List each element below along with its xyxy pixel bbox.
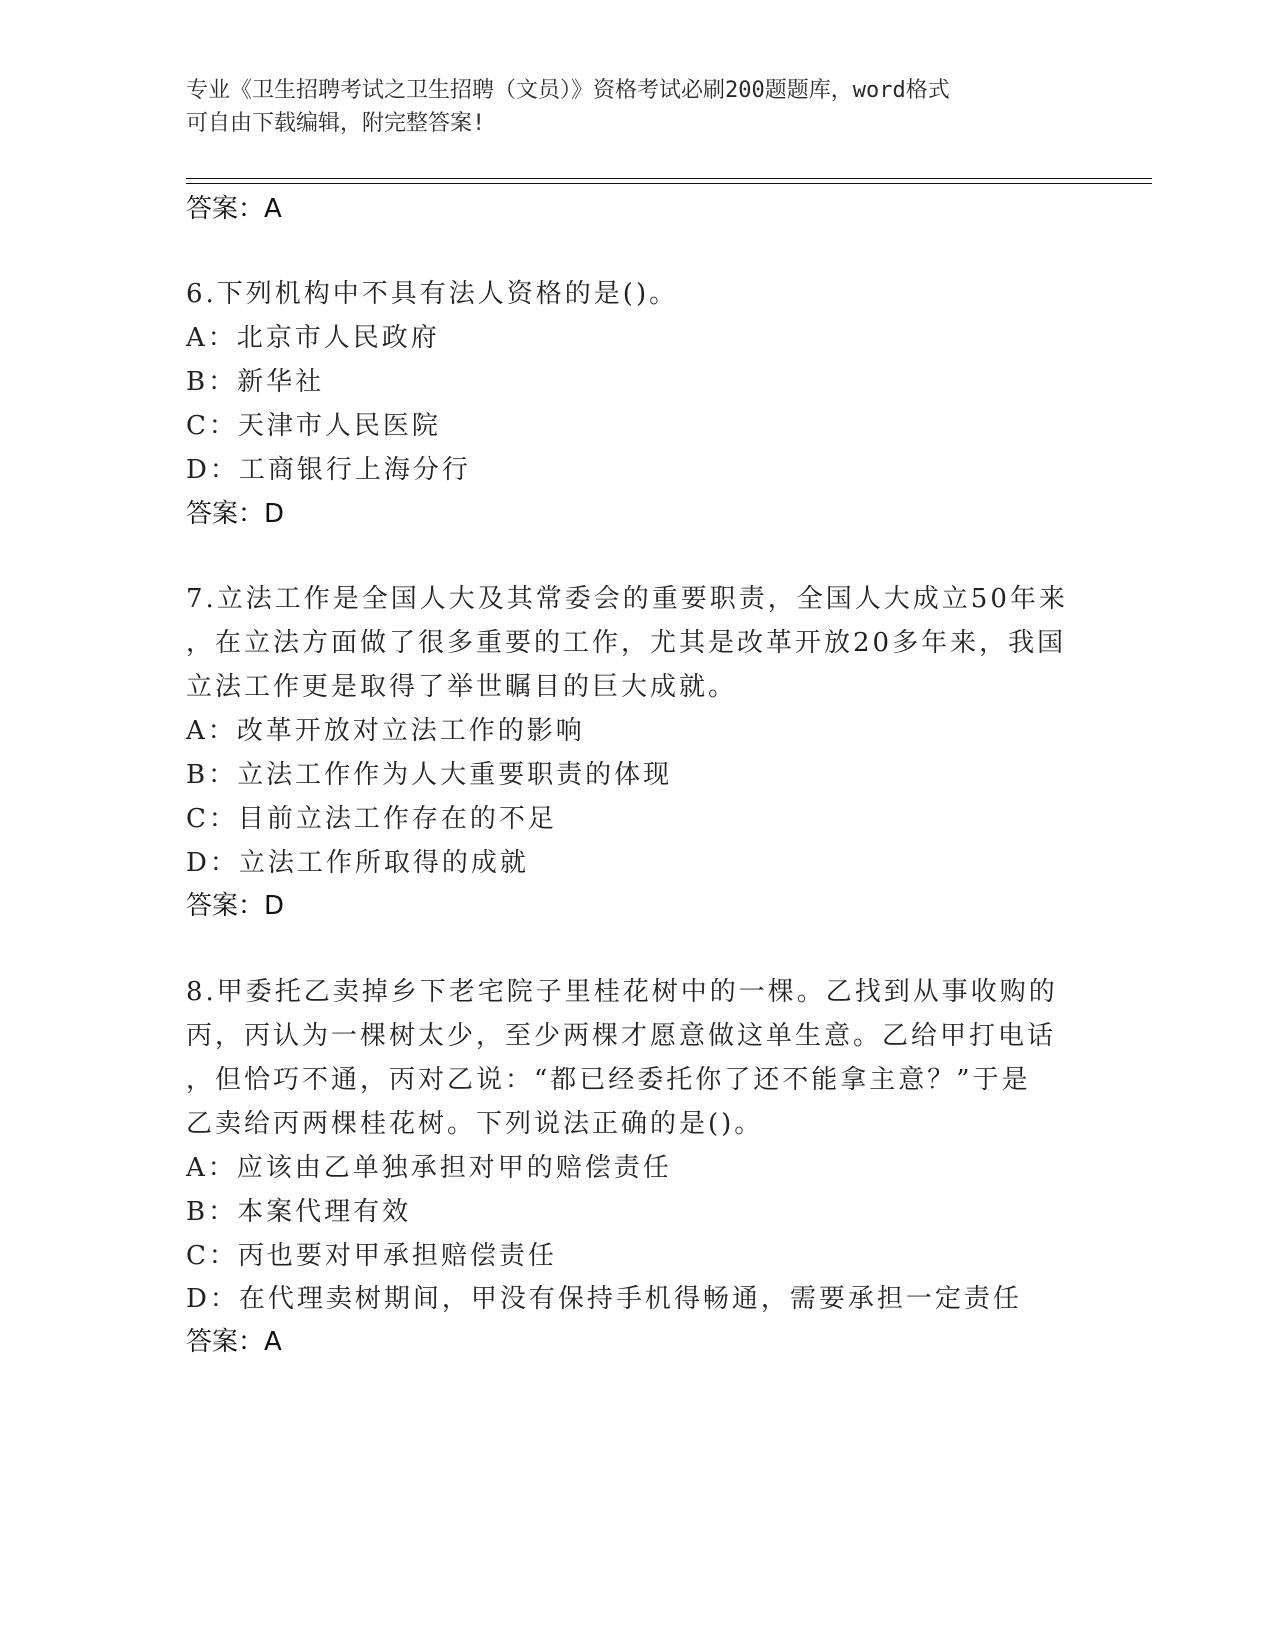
question-8-option-c: C：丙也要对甲承担赔偿责任 bbox=[186, 1241, 557, 1271]
question-6-option-d: D：工商银行上海分行 bbox=[186, 455, 471, 485]
question-8-option-d: D：在代理卖树期间，甲没有保持手机得畅通，需要承担一定责任 bbox=[186, 1284, 1022, 1314]
question-8-answer: 答案：A bbox=[186, 1327, 282, 1357]
question-7-option-c: C：目前立法工作存在的不足 bbox=[186, 804, 557, 834]
question-8-option-a: A：应该由乙单独承担对甲的赔偿责任 bbox=[186, 1153, 672, 1183]
question-6-stem: 6.下列机构中不具有法人资格的是()。 bbox=[186, 279, 679, 309]
header-line-2: 可自由下载编辑，附完整答案! bbox=[186, 111, 486, 136]
header-divider-bottom bbox=[186, 183, 1152, 184]
question-7-option-d: D：立法工作所取得的成就 bbox=[186, 848, 529, 878]
question-7-stem-line-3: 立法工作更是取得了举世瞩目的巨大成就。 bbox=[186, 672, 738, 702]
header-line-1: 专业《卫生招聘考试之卫生招聘（文员）》资格考试必刷200题题库，word格式 bbox=[186, 78, 950, 103]
question-6-option-b: B：新华社 bbox=[186, 367, 325, 397]
question-8-stem-line-1: 8.甲委托乙卖掉乡下老宅院子里桂花树中的一棵。乙找到从事收购的 bbox=[186, 977, 1058, 1007]
question-7-stem-line-1: 7.立法工作是全国人大及其常委会的重要职责，全国人大成立50年来 bbox=[186, 584, 1068, 614]
header-divider-top bbox=[186, 178, 1152, 179]
question-8-option-b: B：本案代理有效 bbox=[186, 1197, 412, 1227]
question-8-stem-line-4: 乙卖给丙两棵桂花树。下列说法正确的是()。 bbox=[186, 1109, 764, 1139]
question-7-option-b: B：立法工作作为人大重要职责的体现 bbox=[186, 760, 673, 790]
question-7-option-a: A：改革开放对立法工作的影响 bbox=[186, 716, 585, 746]
question-6-option-c: C：天津市人民医院 bbox=[186, 411, 441, 441]
question-8-stem-line-3: ，但恰巧不通，丙对乙说：“都已经委托你了还不能拿主意？”于是 bbox=[186, 1065, 1031, 1095]
question-7-stem-line-2: ，在立法方面做了很多重要的工作，尤其是改革开放20多年来，我国 bbox=[186, 628, 1067, 658]
question-6-answer: 答案：D bbox=[186, 499, 285, 529]
question-7-answer: 答案：D bbox=[186, 891, 285, 921]
question-8-stem-line-2: 丙，丙认为一棵树太少，至少两棵才愿意做这单生意。乙给甲打电话 bbox=[186, 1021, 1057, 1051]
question-6-option-a: A：北京市人民政府 bbox=[186, 323, 440, 353]
document-header bbox=[186, 74, 1046, 140]
previous-answer: 答案：A bbox=[186, 194, 282, 224]
